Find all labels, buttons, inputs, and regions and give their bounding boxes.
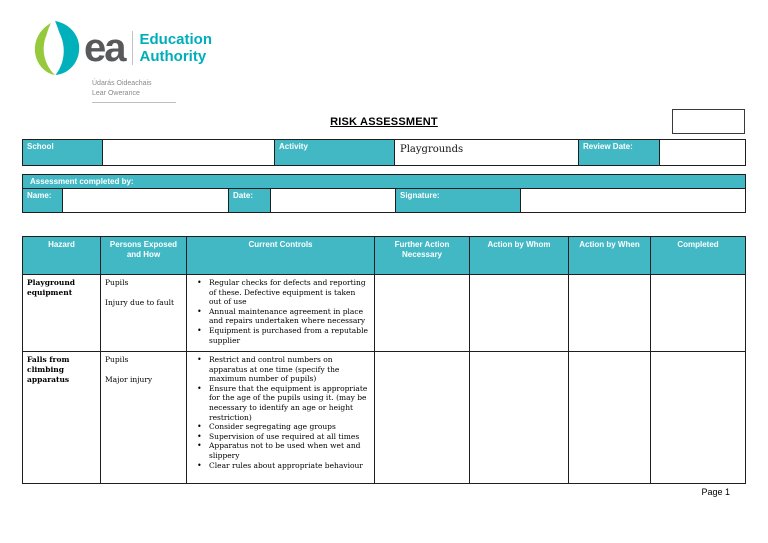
header-current-controls: Current Controls [187, 237, 375, 275]
control-item: • Apparatus not to be used when wet and slippery [196, 441, 369, 460]
ea-name-line1: Education [139, 30, 213, 48]
header-hazard: Hazard [23, 237, 101, 275]
risk-assessment-table [22, 236, 746, 484]
header-further-action: Further Action Necessary [375, 237, 470, 275]
hazard-cell: Falls from climbing apparatus [23, 352, 101, 484]
current-controls-cell [187, 275, 375, 352]
persons-cell [101, 352, 187, 484]
completed-by-section [22, 174, 746, 213]
review-date-label: Review Date: [579, 140, 660, 166]
completed-cell[interactable] [651, 275, 746, 352]
name-label: Name: [23, 189, 63, 213]
action-by-when-cell[interactable] [569, 352, 651, 484]
control-item: • Supervision of use required at all times [196, 432, 369, 442]
activity-label: Activity [275, 140, 395, 166]
control-item: • Clear rules about appropriate behaviour [196, 461, 369, 471]
signature-value-field[interactable] [521, 189, 746, 213]
action-by-whom-cell[interactable] [470, 352, 569, 484]
persons-line: Major injury [105, 374, 153, 384]
control-item: • Consider segregating age groups [196, 422, 369, 432]
ea-subtitles [92, 79, 176, 103]
persons-line: Pupils [105, 355, 129, 364]
risk-table-header-row [23, 237, 746, 275]
persons-line: Injury due to fault [105, 297, 175, 307]
ea-name-line2: Authority [139, 48, 207, 65]
school-value-field[interactable] [103, 140, 275, 166]
action-by-when-cell[interactable] [569, 275, 651, 352]
activity-value-field[interactable]: Playgrounds [395, 140, 579, 166]
date-value-field[interactable] [271, 189, 396, 213]
hazard-cell: Playground equipment [23, 275, 101, 352]
completed-cell[interactable] [651, 352, 746, 484]
reference-box[interactable] [672, 109, 745, 134]
completed-by-header: Assessment completed by: [23, 175, 746, 189]
page-title: RISK ASSESSMENT [330, 116, 438, 128]
ea-wordmark: ea [84, 26, 125, 70]
header-action-by-when: Action by When [569, 237, 651, 275]
control-item: • Equipment is purchased from a reputable supplier [196, 326, 369, 345]
header-action-by-whom: Action by Whom [470, 237, 569, 275]
header-completed: Completed [651, 237, 746, 275]
ea-name [132, 31, 213, 66]
further-action-cell[interactable] [375, 275, 470, 352]
further-action-cell[interactable] [375, 352, 470, 484]
signature-label: Signature: [396, 189, 521, 213]
current-controls-cell [187, 352, 375, 484]
date-label: Date: [229, 189, 271, 213]
ea-leaf-icon [30, 20, 82, 76]
persons-cell [101, 275, 187, 352]
control-item: • Regular checks for defects and reporting of these. Defective equipment is taken out of use [196, 278, 369, 307]
ea-logo [30, 20, 220, 103]
name-value-field[interactable] [63, 189, 229, 213]
ea-subtitle-scots: Lear Owerance [92, 90, 140, 98]
control-item: • Restrict and control numbers on apparatus at one time (specify the maximum number of pupils) [196, 355, 369, 384]
page-number: Page 1 [701, 487, 730, 497]
table-row-falls-from-climbing-apparatus [23, 352, 746, 484]
action-by-whom-cell[interactable] [470, 275, 569, 352]
table-row-playground-equipment [23, 275, 746, 352]
header-persons-exposed: Persons Exposed and How [101, 237, 187, 275]
ea-subtitle-irish: Údarás Oideachais [92, 80, 152, 87]
review-date-value-field[interactable] [660, 140, 746, 166]
info-bar [22, 139, 746, 166]
school-label: School [23, 140, 103, 166]
persons-line: Pupils [105, 278, 129, 287]
control-item: • Ensure that the equipment is appropriate for the age of the pupils using it. (may be necessary to identify an age or height restriction) [196, 384, 369, 422]
control-item: • Annual maintenance agreement in place and repairs undertaken where necessary [196, 307, 369, 326]
